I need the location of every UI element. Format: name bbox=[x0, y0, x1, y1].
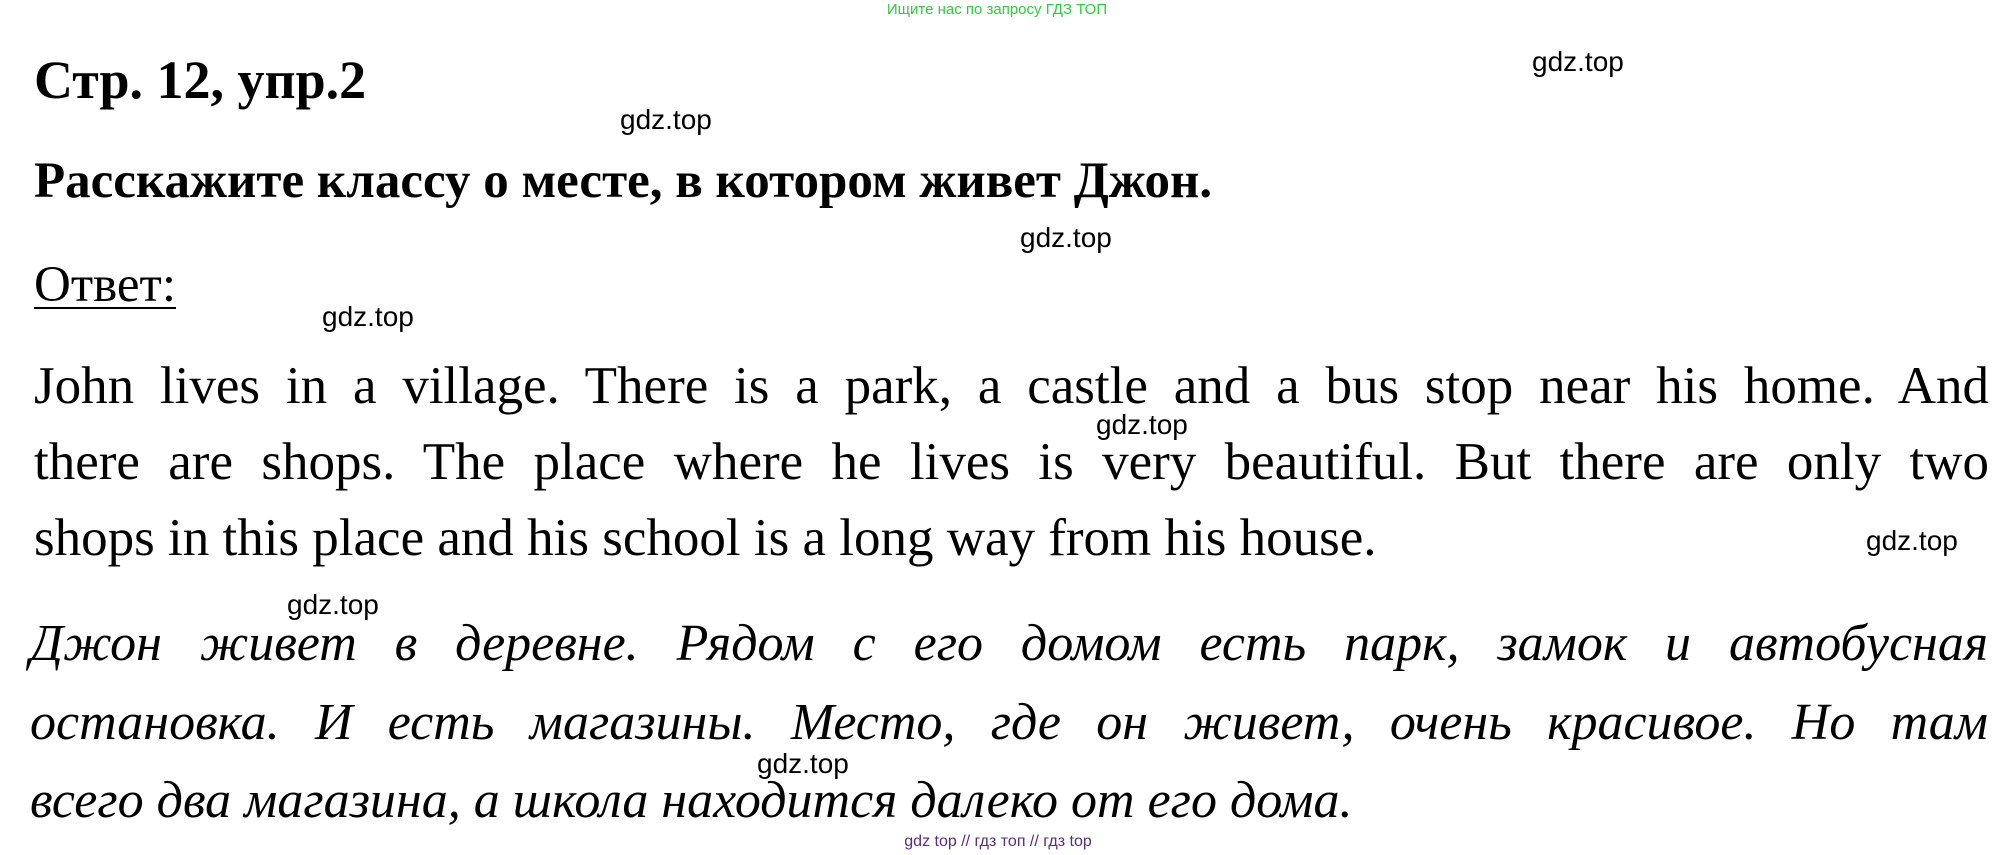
russian-translation-line: Джон живет в деревне. Рядом с его домом есть парк, замок и автобусная bbox=[30, 615, 1988, 672]
watermark: gdz.top bbox=[287, 589, 379, 620]
watermark: gdz.top bbox=[322, 301, 414, 332]
watermark: gdz.top bbox=[1096, 409, 1188, 440]
watermark: gdz.top bbox=[1866, 525, 1958, 556]
watermark: gdz.top bbox=[1532, 46, 1624, 77]
watermark: gdz.top bbox=[757, 748, 849, 779]
page-title: Стр. 12, упр.2 bbox=[34, 50, 367, 110]
english-answer-line: shops in this place and his school is a long way from his house. bbox=[34, 509, 1377, 567]
english-answer-line: John lives in a village. There is a park, a castle and a bus stop near his home. And bbox=[34, 357, 1989, 415]
footer-watermark: gdz top // гдз топ // гдз top bbox=[904, 833, 1092, 850]
english-answer-line: there are shops. The place where he lives is very beautiful. But there are only two bbox=[34, 433, 1989, 491]
exercise-question: Расскажите классу о месте, в котором живет Джон. bbox=[34, 153, 1213, 209]
russian-translation-line: остановка. И есть магазины. Место, где он живет, очень красивое. Но там bbox=[30, 694, 1988, 751]
watermark: gdz.top bbox=[620, 104, 712, 135]
search-hint-text: Ищите нас по запросу ГДЗ ТОП bbox=[886, 1, 1108, 18]
answer-label: Ответ: bbox=[34, 257, 176, 313]
search-hint-banner bbox=[0, 1, 1996, 18]
watermark: gdz.top bbox=[1020, 222, 1112, 253]
russian-translation-line: всего два магазина, а школа находится далеко от его дома. bbox=[30, 772, 1353, 829]
